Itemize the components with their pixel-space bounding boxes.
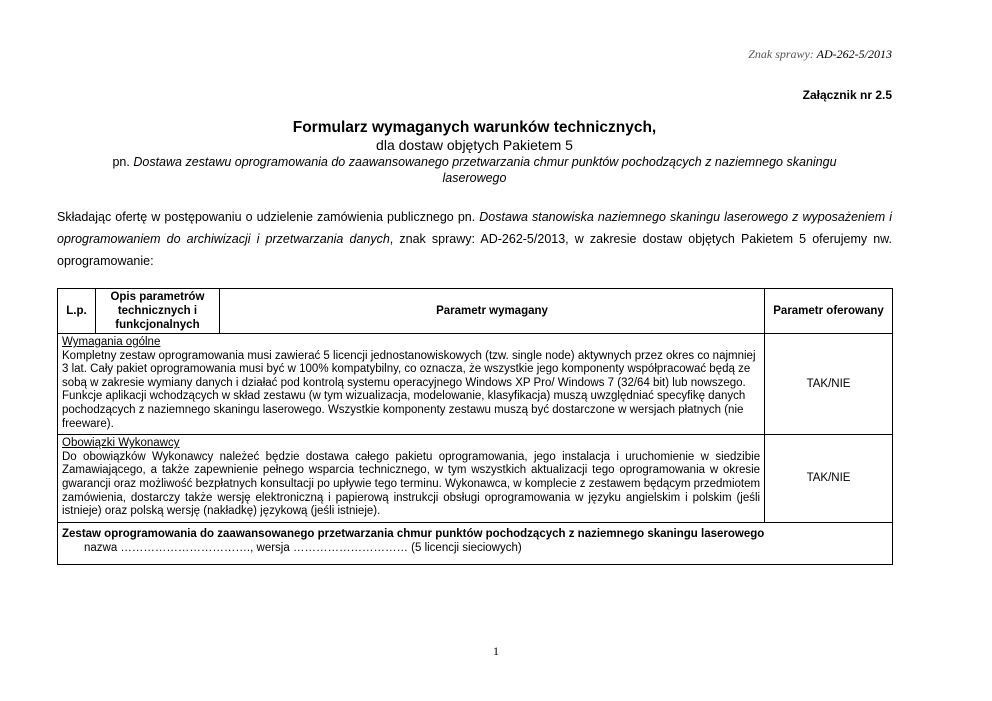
title-block <box>57 119 892 186</box>
case-reference <box>748 47 892 62</box>
general-requirements-cell <box>58 334 765 435</box>
subject-text: Dostawa zestawu oprogramowania do zaawansowanego przetwarzania chmur punktów pochodzących z naziemnego skaningu laserowego <box>133 155 837 185</box>
intro-italic: Dostawa stanowiska naziemnego skaningu laserowego z wyposażeniem i oprogramowaniem do archiwizacji i przetwarzania danych <box>57 210 892 246</box>
contractor-duties-heading: Obowiązki Wykonawcy <box>62 437 180 450</box>
general-requirements-heading: Wymagania ogólne <box>62 336 161 348</box>
case-ref-label: Znak sprawy: <box>748 47 814 61</box>
document-subtitle: dla dostaw objętych Pakietem 5 <box>376 137 573 153</box>
software-set-fill-line: nazwa ……………………………., wersja ………………………… (5 licencji sieciowych) <box>84 541 522 554</box>
intro-part1: Składając ofertę w postępowaniu o udzielenie zamówienia publicznego pn. <box>57 210 476 224</box>
page-number: 1 <box>493 644 499 658</box>
requirements-table <box>57 288 893 565</box>
intro-part2: , znak sprawy: AD-262-5/2013, w zakresie dostaw objętych Pakietem 5 oferujemy nw. oprogramowanie: <box>57 232 892 268</box>
header-offered: Parametr oferowany <box>765 289 893 334</box>
header-lp: L.p. <box>58 289 96 334</box>
contractor-duties-offered: TAK/NIE <box>765 435 893 523</box>
intro-paragraph <box>57 206 892 272</box>
software-set-cell <box>58 522 893 564</box>
software-set-title: Zestaw oprogramowania do zaawansowanego przetwarzania chmur punktów pochodzących z naziemnego skaningu laserowego <box>62 527 765 540</box>
general-requirements-offered: TAK/NIE <box>765 334 893 435</box>
header-required: Parametr wymagany <box>219 289 764 334</box>
software-set-row <box>58 522 893 564</box>
document-subject <box>57 154 892 186</box>
table-row <box>58 435 893 523</box>
subject-prefix: pn. <box>112 155 130 169</box>
document-title: Formularz wymaganych warunków technicznych, <box>292 119 657 136</box>
case-ref-number: AD-262-5/2013 <box>816 47 892 61</box>
general-requirements-text: Kompletny zestaw oprogramowania musi zawierać 5 licencji jednostanowiskowych (tzw. single node) aktywnych przez okres co najmniej 3 lat. Cały pakiet oprogramowania musi być w 100% kompatybilny, co oznacza, że wszystkie jego komponenty współpracować będą ze sobą w zakresie wymiany danych i działać pod kontrolą systemu operacyjnego Windows XP Pro/ Windows 7 (32/64 bit) lub nowszego. Funkcje aplikacji wchodzących w skład zestawu (w tym wizualizacja, modelowanie, klasyfikacja) muszą uwzględniać specyfikę danych pochodzących z naziemnego skaningu laserowego. Wszystkie komponenty zestawu muszą być dostarczone w wersjach płatnych (nie freeware). <box>62 349 756 430</box>
header-desc: Opis parametrów technicznych i funkcjonalnych <box>95 289 219 334</box>
contractor-duties-cell <box>58 435 765 523</box>
table-row <box>58 334 893 435</box>
annex-label: Załącznik nr 2.5 <box>802 88 892 102</box>
table-header-row <box>58 289 893 334</box>
contractor-duties-text: Do obowiązków Wykonawcy należeć będzie dostawa całego pakietu oprogramowania, jego instalacja i uruchomienie w siedzibie Zamawiającego, a także zapewnienie pełnego wsparcia technicznego, w tym wszystkich aktualizacji tego oprogramowania w okresie gwarancji oraz możliwość bezpłatnych konsultacji po upływie tego terminu. Wykonawca, w komplecie z zestawem będącym przedmiotem zamówienia, dostarczy także wersję elektroniczną i papierową instrukcji obsługi oprogramowania w języku angielskim i polskim (jeśli istnieje) oraz polską wersję (nakładkę) językową (jeśli istnieje). <box>62 450 761 518</box>
